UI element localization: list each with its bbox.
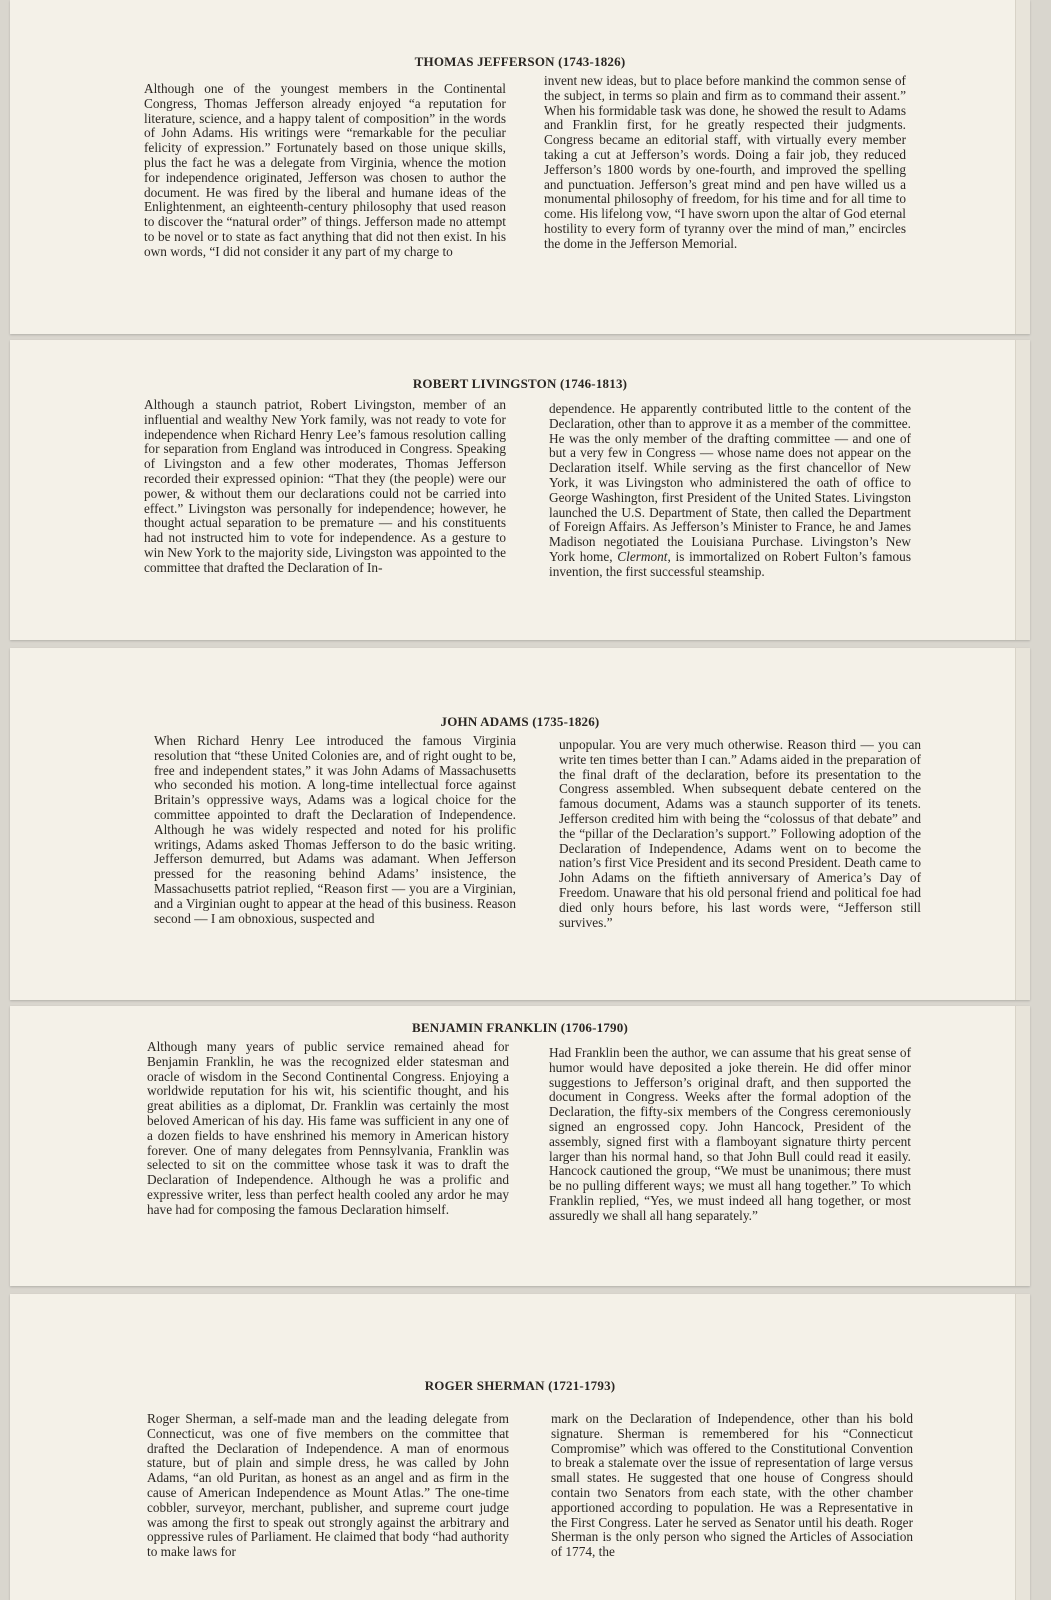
- card-sherman: [10, 1294, 1030, 1600]
- clermont-italic: Clermont: [617, 548, 668, 564]
- card-edge: [1015, 648, 1030, 1000]
- right-column: [559, 738, 921, 930]
- left-column: [144, 398, 506, 576]
- card-edge: [1015, 1294, 1030, 1600]
- card-jefferson: [10, 0, 1030, 334]
- right-column-text: Had Franklin been the author, we can assume that his great sense of humor would have deposited a joke therein. He did offer minor suggestions to Jefferson’s original draft, and then supported the document in Congress. Weeks after the formal adoption of the Declaration, the fifty-six members of the Congress ceremoniously signed an engrossed copy. John Hancock, President of the assembly, signed first with a flamboyant signature thirty percent larger than his normal hand, so that John Bull could read it easily. Hancock cautioned the group, “We must be unanimous; there must be no pulling different ways; we must all hang together.” To which Franklin replied, “Yes, we must indeed all hang together, or most assuredly we shall all hang separately.”: [549, 1045, 911, 1223]
- right-column-text: invent new ideas, but to place before mankind the common sense of the subject, in terms so plain and firm as to command their assent.” When his formidable task was done, he showed the result to Adams and Franklin first, for he greatly respected their judgments. Congress became an editorial staff, with virtually every member taking a cut at Jefferson’s words. Doing a fair job, they reduced Jefferson’s 1800 words by one-fourth, and improved the spelling and punctuation. Jefferson’s great mind and pen have willed us a monumental philosophy of freedom, for his time and for all time to come. His lifelong vow, “I have sworn upon the altar of God eternal hostility to every form of tyranny over the mind of man,” encircles the dome in the Jefferson Memorial.: [544, 73, 906, 251]
- card-title: ROGER SHERMAN (1721-1793): [424, 1378, 616, 1393]
- right-column: [549, 402, 911, 580]
- right-column-text: [549, 402, 911, 580]
- card-edge: [1015, 0, 1030, 334]
- left-column-text: Although one of the youngest members in the Continental Congress, Thomas Jefferson already enjoyed “a reputation for literature, science, and a happy talent of composition” in the words of John Adams. His writings were “remarkable for the peculiar felicity of expression.” Fortunately based on those unique skills, plus the fact he was a delegate from Virginia, whence the motion for independence originated, Jefferson was chosen to author the document. He was fired by the liberal and humane ideas of the Enlightenment, an eighteenth-century philosophy that used reason to discover the “natural order” of things. Jefferson made no attempt to be novel or to state as fact anything that did not then exist. In his own words, “I did not consider it any part of my charge to: [144, 81, 506, 259]
- right-column: [549, 1046, 911, 1224]
- card-adams: [10, 648, 1030, 1000]
- card-edge: [1015, 1006, 1030, 1286]
- right-column: [551, 1412, 913, 1560]
- left-column: [144, 82, 506, 260]
- left-column: [147, 1040, 509, 1218]
- left-column-text: Although many years of public service remained ahead for Benjamin Franklin, he was the recognized elder statesman and oracle of wisdom in the Second Continental Congress. Enjoying a worldwide reputation for his wit, his scientific thought, and his great abilities as a diplomat, Dr. Franklin was certainly the most beloved American of his day. His fame was sufficient in any one of a dozen fields to have enshrined his memory in American history forever. One of many delegates from Pennsylvania, Franklin was selected to sit on the committee whose task it was to draft the Declaration of Independence. Although he was a prolific and expressive writer, less than perfect health cooled any ardor he may have had for composing the famous Declaration himself.: [147, 1039, 509, 1217]
- right-text-after: , is immortalized on Robert Fulton’s famous invention, the first successful steamship.: [549, 548, 911, 579]
- left-column: [147, 1412, 509, 1560]
- right-text-before: dependence. He apparently contributed little to the content of the Declaration, other than to approve it as a member of the committee. He was the only member of the drafting committee — and one of but a very few in Congress — whose name does not appear on the Declaration itself. While serving as the first chancellor of New York, it was Livingston who administered the oath of office to George Washington, first President of the United States. Livingston launched the U.S. Department of State, then called the Department of Foreign Affairs. As Jefferson’s Minister to France, he and James Madison negotiated the Louisiana Purchase. Livingston’s New York home,: [549, 401, 911, 564]
- left-column: [154, 734, 516, 926]
- left-column-text: When Richard Henry Lee introduced the famous Virginia resolution that “these United Colonies are, and of right ought to be, free and independent states,” it was John Adams of Massachusetts who seconded his motion. A long-time intellectual force against Britain’s oppressive ways, Adams was a logical choice for the committee appointed to draft the Declaration of Independence. Although he was widely respected and noted for his prolific writings, Adams asked Thomas Jefferson to do the basic writing. Jefferson demurred, but Adams was adamant. When Jefferson pressed for the reasoning behind Adams’ insistence, the Massachusetts patriot replied, “Reason first — you are a Virginian, and a Virginian ought to appear at the head of this business. Reason second — I am obnoxious, suspected and: [154, 733, 516, 926]
- card-livingston: [10, 340, 1030, 640]
- card-title: ROBERT LIVINGSTON (1746-1813): [412, 376, 628, 391]
- left-column-text: Although a staunch patriot, Robert Livingston, member of an influential and wealthy New York family, was not ready to vote for independence when Richard Henry Lee’s famous resolution calling for separation from England was introduced in Congress. Speaking of Livingston and a few other moderates, Thomas Jefferson recorded their expressed opinion: “That they (the people) were our power, & without them our declarations could not be carried into effect.” Livingston was personally for independence; however, he thought actual separation to be premature — and his constituents had not instructed him to vote for independence. As a gesture to win New York to the majority side, Livingston was appointed to the committee that drafted the Declaration of In-: [144, 397, 506, 575]
- left-column-text: Roger Sherman, a self-made man and the leading delegate from Connecticut, was one of five members on the committee that drafted the Declaration of Independence. A man of enormous stature, but of plain and simple dress, he was called by John Adams, “an old Puritan, as honest as an angel and as firm in the cause of American Independence as Mount Atlas.” The one-time cobbler, surveyor, merchant, publisher, and supreme court judge was among the first to speak out strongly against the arbitrary and oppressive rules of Parliament. He claimed that body “had authority to make laws for: [147, 1411, 509, 1560]
- card-title: JOHN ADAMS (1735-1826): [440, 714, 600, 729]
- right-column-text: unpopular. You are very much otherwise. Reason third — you can write ten times better than I can.” Adams aided in the preparation of the final draft of the declaration, before its presentation to the Congress assembled. When subsequent debate centered on the famous document, Adams was a staunch supporter of its tenets. Jefferson credited him with being the “colossus of that debate” and the “pillar of the Declaration’s support.” Following adoption of the Declaration of Independence, Adams went on to become the nation’s first Vice President and its second President. Death came to John Adams on the fiftieth anniversary of America’s Day of Freedom. Unaware that his old personal friend and political foe had died only hours before, his last words were, “Jefferson still survives.”: [559, 737, 921, 930]
- right-column-text: mark on the Declaration of Independence, other than his bold signature. Sherman is remembered for his “Connecticut Compromise” which was offered to the Constitutional Convention to break a stalemate over the issue of representation of large versus small states. He suggested that one house of Congress should contain two Senators from each state, with the other chamber apportioned according to population. He was a Representative in the First Congress. Later he served as Senator until his death. Roger Sherman is the only person who signed the Articles of Association of 1774, the: [551, 1411, 913, 1560]
- card-title: BENJAMIN FRANKLIN (1706-1790): [412, 1020, 628, 1035]
- right-column: [544, 74, 906, 252]
- card-title: THOMAS JEFFERSON (1743-1826): [414, 54, 626, 69]
- card-franklin: [10, 1006, 1030, 1286]
